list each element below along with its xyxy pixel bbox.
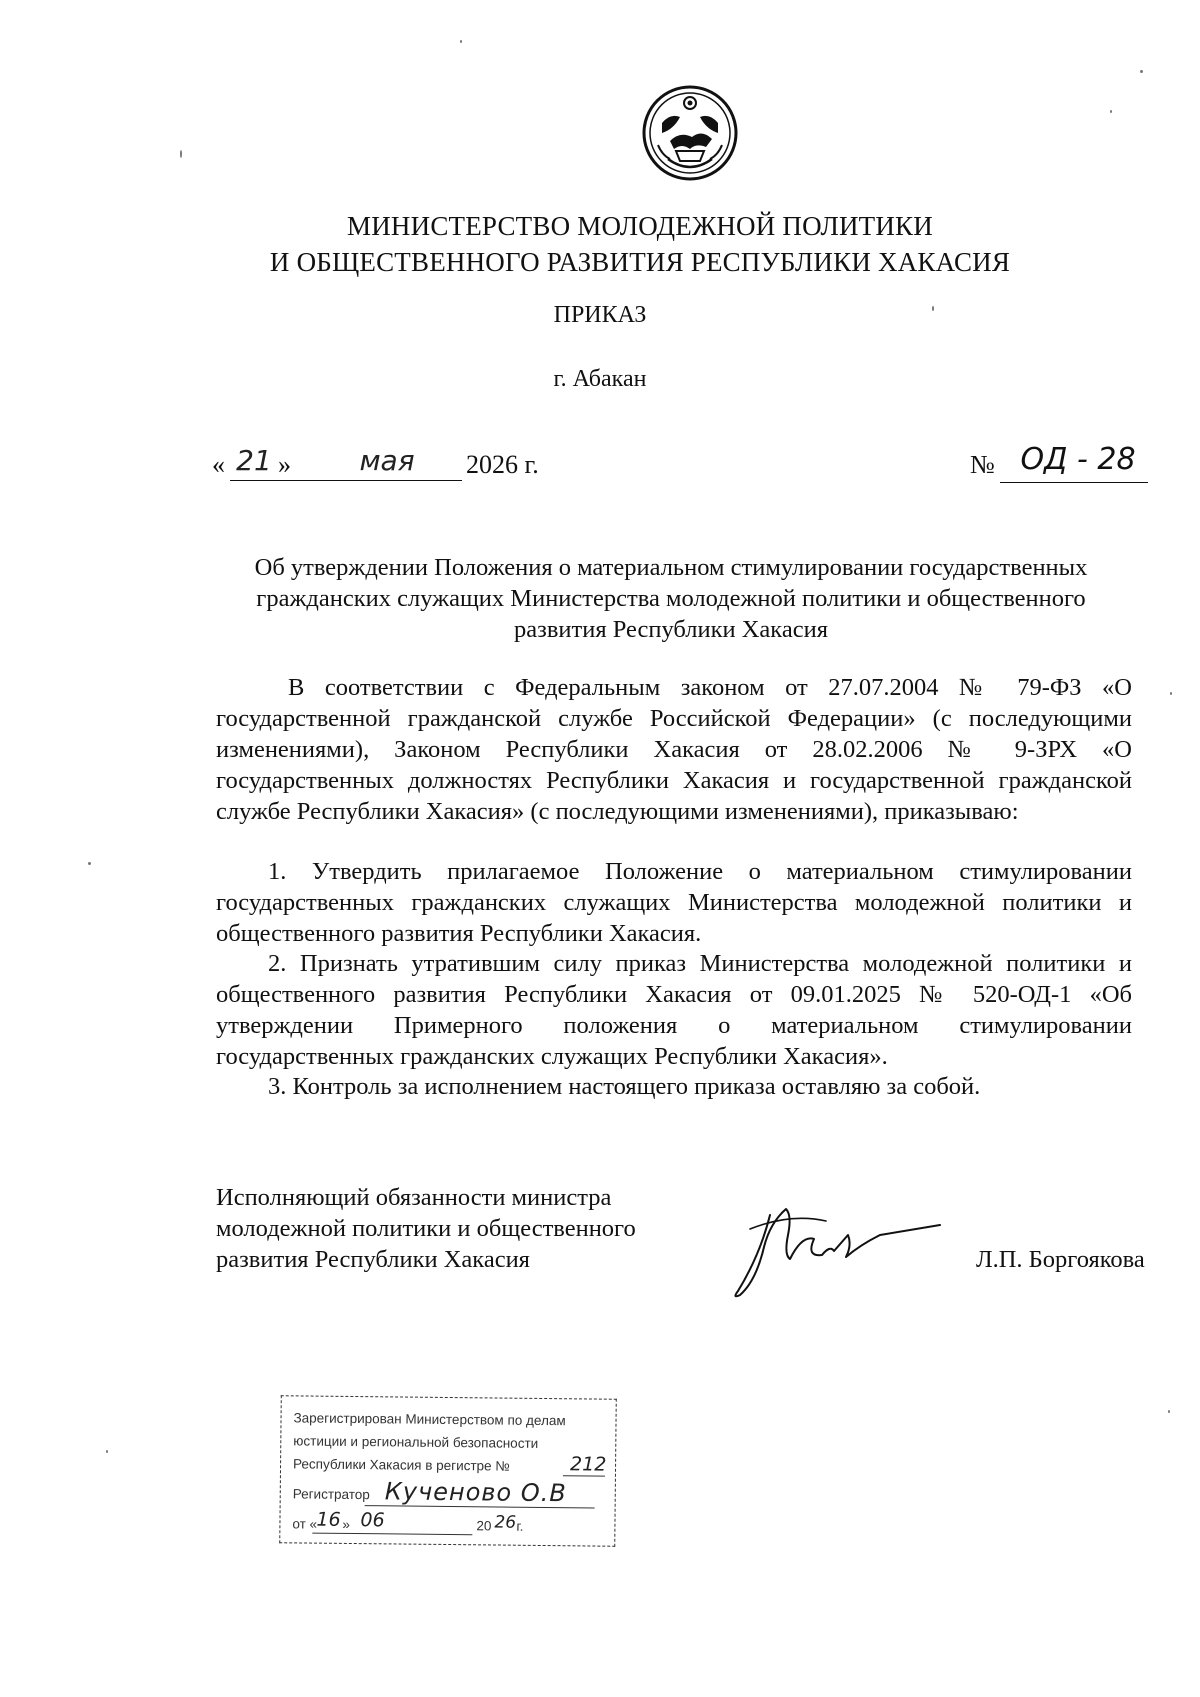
scan-speck (460, 40, 462, 43)
stamp-line-1: Зарегистрирован Министерством по делам (293, 1410, 566, 1429)
signer-position-line-1: Исполняющий обязанности министра (216, 1184, 612, 1211)
stamp-date-year: 26 (494, 1512, 517, 1533)
stamp-date-prefix: от « (292, 1516, 318, 1532)
order-item-3: 3. Контроль за исполнением настоящего приказа оставляю за собой. (268, 1073, 981, 1100)
stamp-line-3: Республики Хакасия в регистре № (292, 1456, 510, 1474)
signer-position-line-3: развития Республики Хакасия (216, 1246, 530, 1273)
order-subject: Об утверждении Положения о материальном стимулировании государственных гражданских служащих Министерства молодежной политики и общественного развития Республики Хакасия (254, 554, 1088, 643)
stamp-date-underline (312, 1533, 472, 1536)
scan-speck (180, 150, 182, 158)
date-month-underline (276, 480, 462, 481)
scan-speck (932, 306, 934, 311)
stamp-registrar-label: Регистратор (292, 1486, 370, 1503)
date-open-quote: « (212, 450, 225, 479)
registration-stamp (279, 1395, 617, 1547)
scan-speck (1168, 1410, 1170, 1413)
handwritten-signature (730, 1195, 950, 1305)
date-day: 21 (236, 444, 272, 477)
stamp-line-2: юстиции и региональной безопасности (293, 1433, 539, 1451)
date-close-quote: » (278, 450, 291, 479)
stamp-date-month: 06 (360, 1509, 385, 1532)
stamp-register-number-underline (563, 1475, 605, 1476)
ministry-name (200, 208, 1080, 280)
ministry-line-1: МИНИСТЕРСТВО МОЛОДЕЖНОЙ ПОЛИТИКИ (347, 211, 933, 241)
date-day-underline (230, 480, 276, 481)
scan-speck (1140, 70, 1143, 73)
order-number: ОД - 28 (1020, 442, 1136, 477)
order-number-label: № (970, 450, 995, 479)
ministry-line-2: И ОБЩЕСТВЕННОГО РАЗВИТИЯ РЕСПУБЛИКИ ХАКАСИЯ (269, 247, 1011, 277)
document-city: г. Абакан (553, 366, 647, 392)
order-number-underline (1000, 482, 1148, 483)
stamp-date-quote: » (342, 1516, 351, 1532)
signer-position-line-2: молодежной политики и общественного (216, 1215, 636, 1242)
scan-speck (106, 1450, 108, 1453)
stamp-date-year-suffix: г. (516, 1518, 524, 1534)
scan-speck (88, 862, 91, 865)
order-item-2: 2. Признать утратившим силу приказ Министерства молодежной политики и общественного развития Республики Хакасия от 09.01.2025 № 520-ОД-1 «Об утверждении Примерного положения о материальном стимулировании государственных гражданских служащих Республики Хакасия». (216, 950, 1132, 1070)
scan-speck (1170, 692, 1172, 695)
date-month: мая (359, 444, 415, 477)
preamble-paragraph: В соответствии с Федеральным законом от 27.07.2004 № 79-ФЗ «О государственной гражданской службе Российской Федерации» (с последующими изменениями), Законом Республики Хакасия от 28.02.2006 № 9-ЗРХ «О государственных должностях Республики Хакасия и государственной гражданской службе Республики Хакасия» (с последующими изменениями), приказываю: (216, 674, 1132, 825)
signer-name: Л.П. Боргоякова (976, 1246, 1145, 1273)
order-item-1: 1. Утвердить прилагаемое Положение о материальном стимулировании государственных гражданских служащих Министерства молодежной политики и общественного развития Республики Хакасия. (216, 858, 1132, 947)
scan-speck (1110, 110, 1112, 113)
signer-position (216, 1182, 696, 1275)
stamp-date-year-prefix: 20 (476, 1518, 492, 1534)
stamp-registrar-name: Кученово О.В (384, 1477, 567, 1508)
coat-of-arms-icon (640, 83, 740, 183)
stamp-register-number: 212 (569, 1453, 607, 1476)
document-type: ПРИКАЗ (553, 302, 647, 328)
date-year: 2026 г. (466, 450, 539, 479)
stamp-date-day: 16 (316, 1508, 341, 1531)
